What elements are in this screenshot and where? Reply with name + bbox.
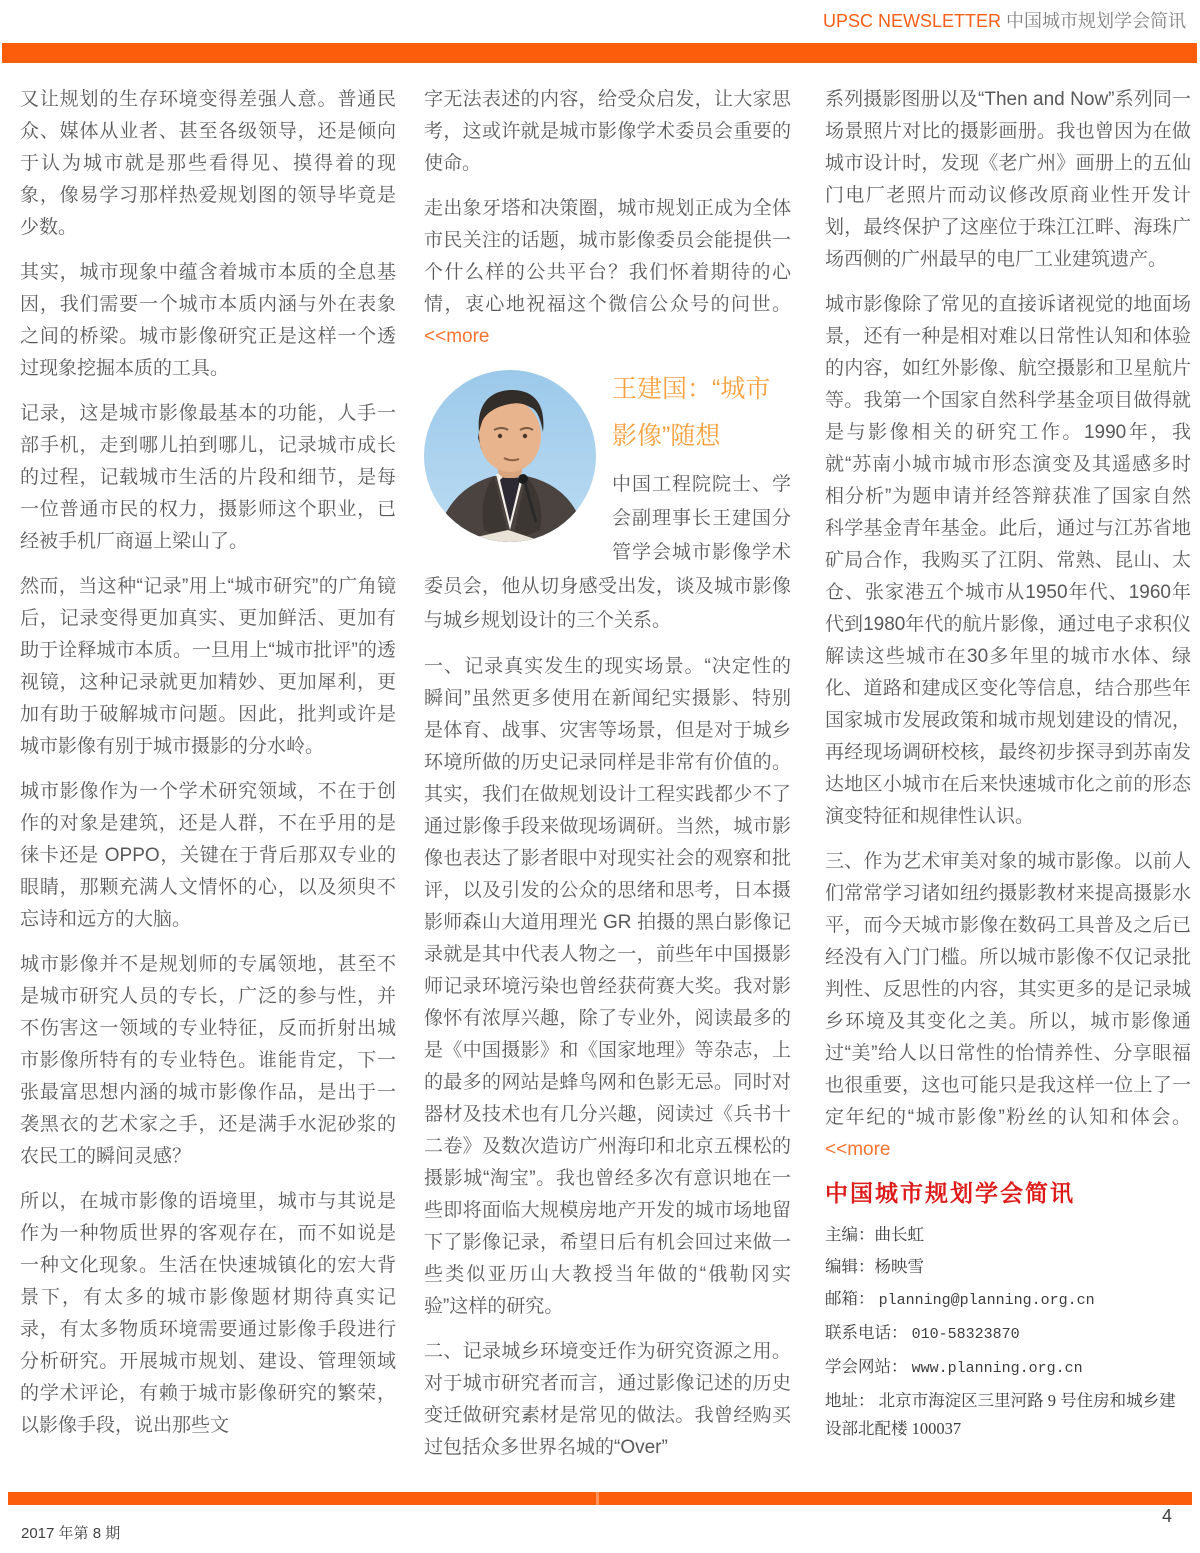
portrait-photo-illustration [424, 370, 596, 542]
article-column-right [825, 84, 1191, 1447]
paragraph: 二、记录城乡环境变迁作为研究资源之用。对于城市研究者而言，通过影像记述的历史变迁做研究素材是常见的做法。我曾经购买过包括众多世界名城的“Over” [424, 1341, 791, 1458]
paragraph: 字无法表述的内容，给受众启发，让大家思考，这或许就是城市影像学术委员会重要的使命。 [424, 89, 791, 174]
bottom-rule-seam [596, 1492, 599, 1505]
contact-address-value: 北京市海淀区三里河路 9 号住房和城乡建设部北配楼 100037 [825, 1391, 1176, 1438]
paragraph-text: 走出象牙塔和决策圈，城市规划正成为全体市民关注的话题，城市影像委员会能提供一个什么样的公共平台？我们怀着期待的心情，衷心地祝福这个微信公众号的问世。 [424, 198, 791, 315]
contact-value: 曲长虹 [874, 1225, 924, 1244]
contact-block [825, 1221, 1191, 1443]
paragraph: 系列摄影图册以及“Then and Now”系列同一场景照片对比的摄影画册。我也曾因为在做城市设计时，发现《老广州》画册上的五仙门电厂老照片而动议修改原商业性开发计划，最终保护了这座位于珠江江畔、海珠广场西侧的广州最早的电厂工业建筑遗产。 [825, 89, 1191, 270]
contact-website-value[interactable]: www.planning.org.cn [911, 1360, 1083, 1377]
paragraph: 城市影像并不是规划师的专属领地，甚至不是城市研究人员的专长，广泛的参与性，并不伤害这一领域的专业特征，反而折射出城市影像所特有的专业特色。谁能肯定，下一张最富思想内涵的城市影像作品，是出于一袭黑衣的艺术家之手，还是满手水泥砂浆的农民工的瞬间灵感？ [20, 954, 396, 1167]
bio-block [424, 366, 791, 638]
contact-email [825, 1285, 1191, 1315]
contact-phone-value: 010-58323870 [911, 1326, 1020, 1343]
contact-label: 邮箱： [825, 1289, 879, 1308]
contact-phone [825, 1319, 1191, 1349]
paragraph-with-link [424, 193, 791, 353]
contact-label: 编辑： [825, 1257, 875, 1276]
portrait-photo [424, 370, 596, 542]
issue-label: 2017 年第 8 期 [21, 1525, 121, 1542]
more-link[interactable]: <<more [825, 1139, 891, 1160]
top-orange-rule [2, 43, 1197, 63]
newsletter-section-heading: 中国城市规划学会简讯 [825, 1181, 1075, 1206]
more-link[interactable]: <<more [424, 326, 490, 347]
paragraph: 城市影像除了常见的直接诉诸视觉的地面场景，还有一种是相对难以日常性认知和体验的内容，如红外影像、航空摄影和卫星航片等。我第一个国家自然科学基金项目做得就是与影像相关的研究工作。1990年，我就“苏南小城市城市形态演变及其遥感多时相分析”为题申请并经答辩获准了国家自然科学基金青年基金。此后，通过与江苏省地矿局合作，我购买了江阴、常熟、昆山、太仓、张家港五个城市从1950年代、1960年代到1980年代的航片影像，通过电子求积仪解读这些城市在30多年里的城市水体、绿化、道路和建成区变化等信息，结合那些年国家城市发展政策和城市规划建设的情况，再经现场调研校核，最终初步探寻到苏南发达地区小城市在后来快速城市化之前的形态演变特征和规律性认识。 [825, 294, 1191, 827]
paragraph-text: 三、作为艺术审美对象的城市影像。以前人们常常学习诸如纽约摄影教材来提高摄影水平，而今天城市影像在数码工具普及之后已经没有入门门槛。所以城市影像不仅记录批判性、反思性的内容，其实更多的是记录城乡环境及其变化之美。所以，城市影像通过“美”给人以日常性的怡情养性、分享眼福也很重要，这也可能只是我这样一位上了一定年纪的“城市影像”粉丝的认知和体会。 [825, 851, 1191, 1128]
contact-value: 杨映雪 [874, 1257, 924, 1276]
contact-chief-editor [825, 1221, 1191, 1249]
bio-text: 中国工程院院士、学会副理事长王建国分管学会城市影像学术委员会，他从切身感受出发，谈及城市影像与城乡规划设计的三个关系。 [424, 474, 791, 631]
newsletter-title-zh: 中国城市规划学会简讯 [1006, 11, 1186, 31]
contact-editor [825, 1253, 1191, 1281]
bottom-orange-rule [8, 1492, 1192, 1505]
masthead [823, 7, 1186, 33]
paragraph: 记录，这是城市影像最基本的功能，人手一部手机，走到哪儿拍到哪儿，记录城市成长的过程，记载城市生活的片段和细节，是每一位普通市民的权力，摄影师这个职业，已经被手机厂商逼上梁山了。 [20, 403, 396, 552]
bio-heading: 王建国：“城市影像”随想 [612, 375, 771, 450]
contact-website [825, 1353, 1191, 1383]
contact-address [825, 1387, 1191, 1443]
contact-label: 学会网站： [825, 1357, 912, 1376]
paragraph: 一、记录真实发生的现实场景。“决定性的瞬间”虽然更多使用在新闻纪实摄影、特别是体育、战事、灾害等场景，但是对于城乡环境所做的历史记录同样是非常有价值的。 其实，我们在做规划设计工程实践都少不了通过影像手段来做现场调研。当然，城市影像也表达了影者眼中对现实社会的观察和批评，以及引发的公众的思绪和思考，日本摄影师森山大道用理光 GR 拍摄的黑白影像记录就是其中代表人物之一，前些年中国摄影师记录环境污染也曾经获荷赛大奖。我对影像怀有浓厚兴趣，除了专业外，阅读最多的是《中国摄影》和《国家地理》等杂志，上的最多的网站是蜂鸟网和色影无忌。同时对器材及技术也有几分兴趣，阅读过《兵书十二卷》及数次造访广州海印和北京五棵松的摄影城“淘宝”。我也曾经多次有意识地在一些即将面临大规模房地产开发的城市场地留下了影像记录，希望日后有机会回过来做一些类似亚历山大教授当年做的“俄勒冈实验”这样的研究。 [424, 656, 791, 1317]
page-number: 4 [1161, 1506, 1172, 1526]
contact-email-value[interactable]: planning@planning.org.cn [878, 1292, 1095, 1309]
paragraph: 然而，当这种“记录”用上“城市研究”的广角镜后，记录变得更加真实、更加鲜活、更加有助于诠释城市本质。一旦用上“城市批评”的透视镜，这种记录就更加精妙、更加犀利，更加有助于破解城市问题。因此，批判或许是城市影像有别于城市摄影的分水岭。 [20, 576, 396, 757]
paragraph: 所以，在城市影像的语境里，城市与其说是作为一种物质世界的客观存在，而不如说是一种文化现象。生活在快速城镇化的宏大背景下，有太多的城市影像题材期待真实记录，有太多物质环境需要通过影像手段进行分析研究。开展城市规划、建设、管理领域的学术评论，有赖于城市影像研究的繁荣，以影像手段，说出那些文 [20, 1191, 396, 1436]
article-column-middle [424, 84, 791, 1477]
contact-label: 联系电话： [825, 1323, 912, 1342]
contact-label: 主编： [825, 1225, 875, 1244]
article-column-left [20, 84, 396, 1455]
paragraph: 又让规划的生存环境变得差强人意。普通民众、媒体从业者、甚至各级领导，还是倾向于认为城市就是那些看得见、摸得着的现象，像易学习那样热爱规划图的领导毕竟是少数。 [20, 89, 396, 238]
contact-label: 地址： [825, 1391, 879, 1410]
paragraph: 城市影像作为一个学术研究领域，不在于创作的对象是建筑，还是人群，不在乎用的是徕卡还是 OPPO，关键在于背后那双专业的眼睛，那颗充满人文情怀的心，以及须臾不忘诗和远方的大脑。 [20, 781, 396, 930]
paragraph: 其实，城市现象中蕴含着城市本质的全息基因，我们需要一个城市本质内涵与外在表象之间的桥梁。城市影像研究正是这样一个透过现象挖掘本质的工具。 [20, 262, 396, 379]
paragraph-with-link [825, 846, 1191, 1166]
newsletter-title-en: UPSC NEWSLETTER [822, 11, 1001, 31]
